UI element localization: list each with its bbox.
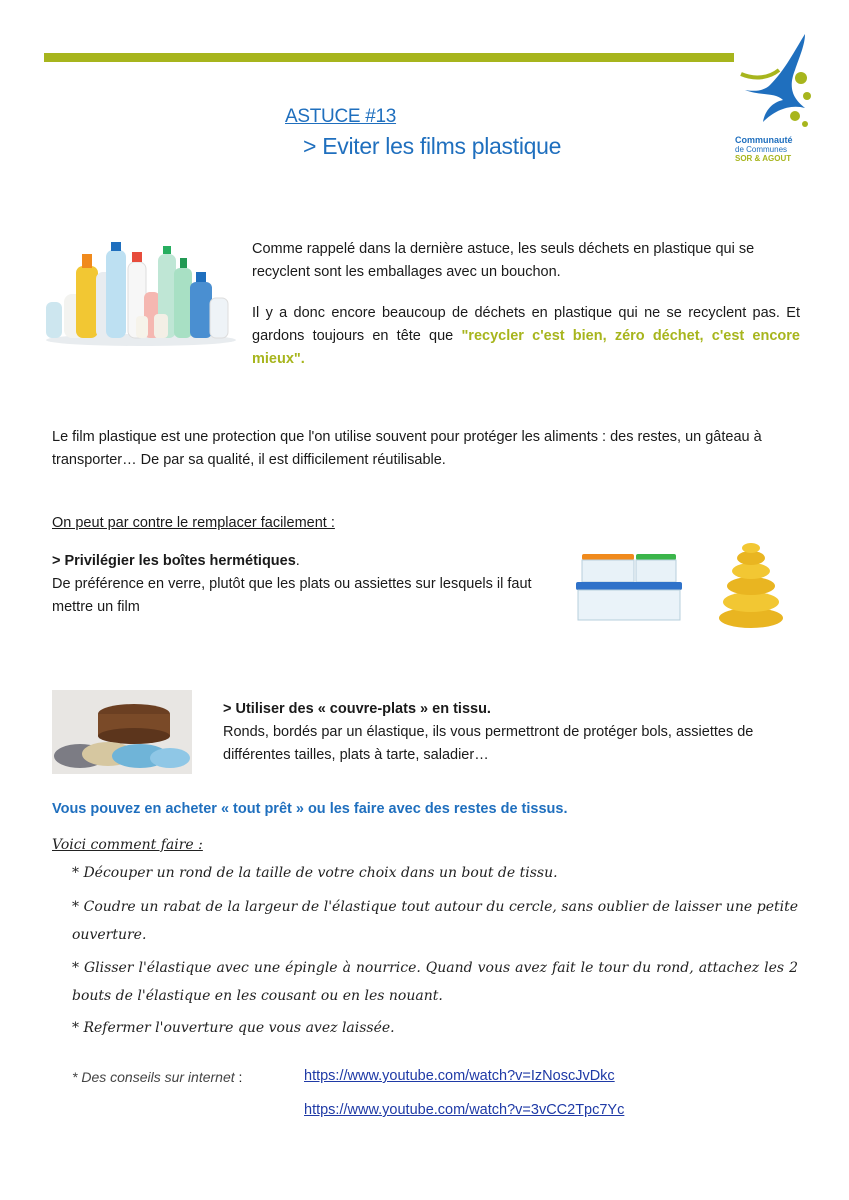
logo-line3: SOR & AGOUT	[735, 154, 792, 163]
replace-heading: On peut par contre le remplacer facilement :	[52, 515, 335, 531]
tip-number: ASTUCE #13	[285, 106, 397, 127]
logo	[735, 30, 815, 163]
covers-title: > Utiliser des « couvre-plats » en tissu.	[223, 701, 491, 717]
logo-line1: Communauté	[735, 135, 793, 145]
film-paragraph: Le film plastique est une protection que l'on utilise souvent pour protéger les aliments : des restes, un gâteau à transporter… De par sa qualité, il est difficilement réutilisable.	[52, 429, 762, 468]
yellow-bowls-image	[716, 538, 786, 630]
intro-paragraph-1: Comme rappelé dans la dernière astuce, les seuls déchets en plastique qui se recyclent sont les emballages avec un bouchon.	[252, 241, 755, 280]
step-4: * Refermer l'ouverture que vous avez laissée.	[72, 1020, 395, 1036]
step-3: * Glisser l'élastique avec une épingle à nourrice. Quand vous avez fait le tour du rond, attachez les 2 bouts de l'élastique en les cousant ou en les nouant.	[72, 960, 798, 1004]
page-title: > Eviter les films plastique	[303, 133, 562, 159]
header-rule	[44, 53, 734, 62]
youtube-link-2[interactable]: https://www.youtube.com/watch?v=3vCC2Tpc7Yc	[304, 1102, 625, 1118]
covers-text: Ronds, bordés par un élastique, ils vous permettront de protéger bols, assiettes de différentes tailles, plats à tarte, saladier…	[223, 724, 754, 763]
advice-label: * Des conseils sur internet :	[72, 1069, 243, 1085]
youtube-link-1[interactable]: https://www.youtube.com/watch?v=IzNoscJvDkc	[304, 1068, 615, 1084]
step-2: * Coudre un rabat de la largeur de l'élastique tout autour du cercle, sans oublier de laisser une petite ouverture.	[72, 899, 798, 943]
zero-waste-quote: "recycler c'est bien, zéro déchet, c'est encore mieux".	[252, 328, 800, 367]
boxes-title: > Privilégier les boîtes hermétiques.	[52, 553, 300, 569]
buy-or-make: Vous pouvez en acheter « tout prêt » ou les faire avec des restes de tissus.	[52, 801, 568, 817]
boxes-text: De préférence en verre, plutôt que les plats ou assiettes sur lesquels il faut mettre un film	[52, 576, 532, 615]
plastic-bottles-image	[44, 232, 239, 347]
boxes-section	[52, 550, 562, 619]
step-1: * Découper un rond de la taille de votre choix dans un bout de tissu.	[72, 865, 558, 881]
howto-heading: Voici comment faire :	[52, 837, 203, 853]
intro-paragraph-2	[252, 302, 800, 371]
covers-section	[223, 698, 803, 767]
glass-containers-image	[574, 548, 686, 626]
fabric-covers-image	[52, 690, 192, 774]
intro-p2-text: Il y a donc encore beaucoup de déchets en plastique qui ne se recyclent pas. Et gardons toujours en tête que	[252, 305, 800, 344]
logo-line2: de Communes	[735, 145, 788, 154]
logo-swoosh-icon	[735, 30, 815, 130]
